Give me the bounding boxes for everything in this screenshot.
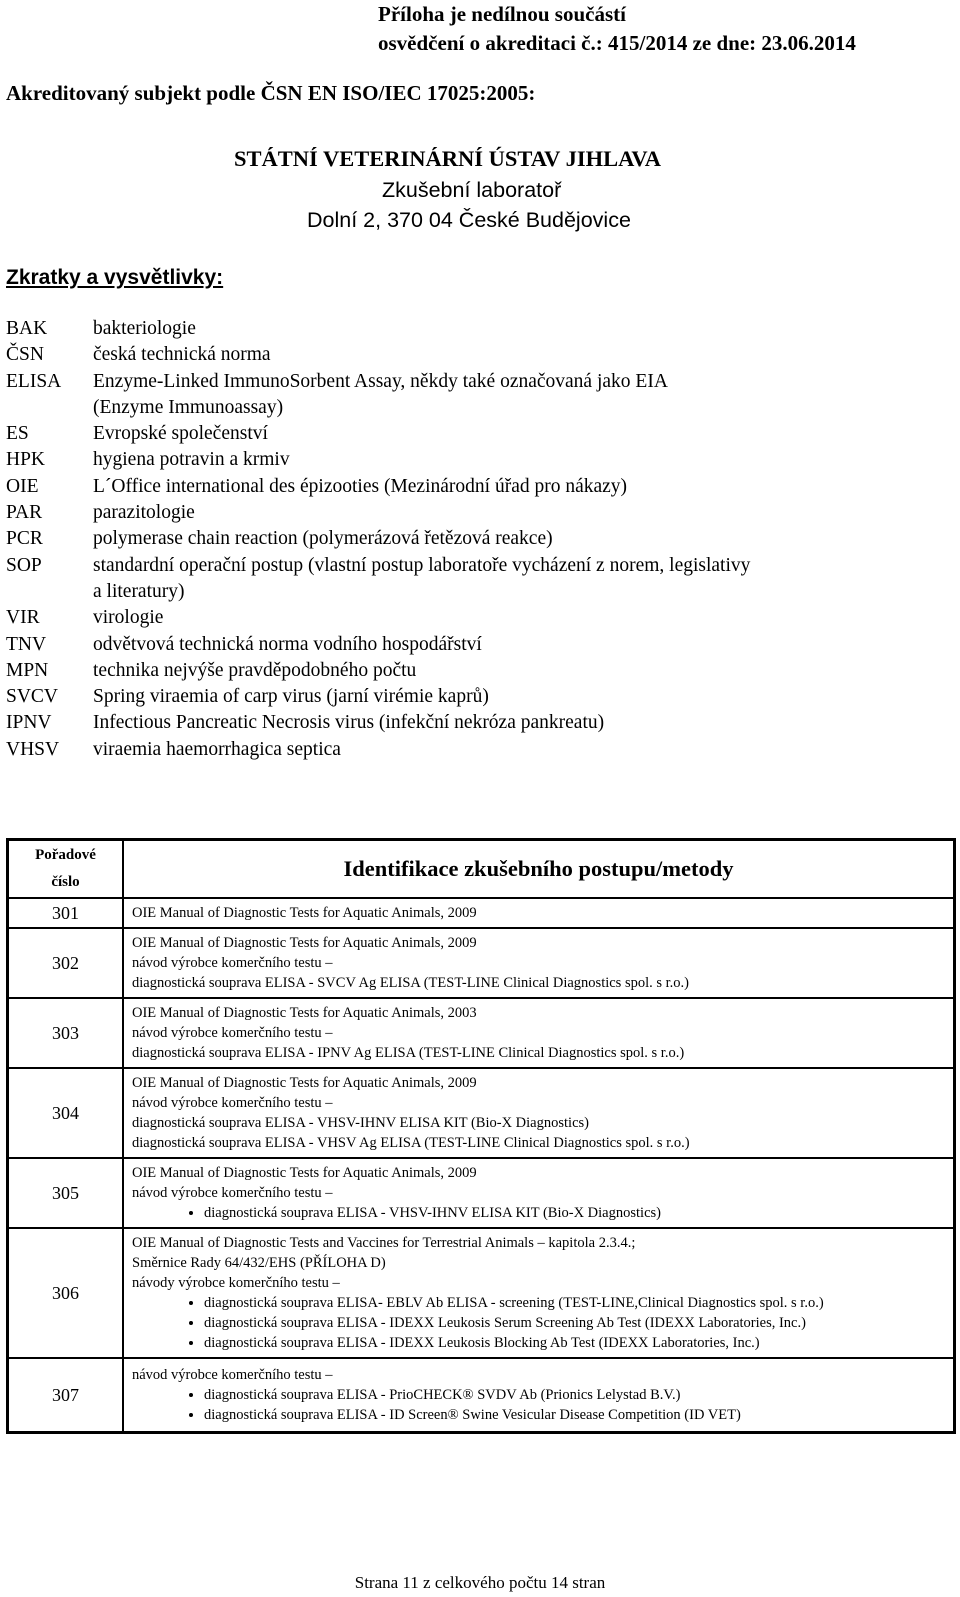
method-bullet-list	[132, 1203, 945, 1223]
method-line: návod výrobce komerčního testu –	[132, 1185, 333, 1201]
abbreviation-code: HPK	[6, 449, 46, 471]
method-line: diagnostická souprava ELISA - VHSV-IHNV ELISA KIT (Bio-X Diagnostics)	[132, 1115, 589, 1131]
abbreviation-definition	[93, 500, 946, 526]
abbreviation-row	[6, 605, 946, 631]
abbreviations-title: Zkratky a vysvětlivky:	[6, 266, 224, 289]
abbreviation-definition	[93, 342, 946, 368]
abbreviation-definition-line: virologie	[93, 607, 164, 629]
abbreviation-definition-line: česká technická norma	[93, 344, 271, 366]
abbreviation-code: PCR	[6, 528, 43, 550]
abbreviations-list	[6, 316, 946, 763]
abbreviation-row	[6, 316, 946, 342]
method-bullet-item: • diagnostická souprava ELISA - IDEXX Leukosis Serum Screening Ab Test (IDEXX Laboratories, Inc.)	[204, 1313, 945, 1333]
abbreviation-definition-line: parazitologie	[93, 502, 195, 524]
method-line: OIE Manual of Diagnostic Tests for Aquatic Animals, 2009	[132, 1075, 477, 1091]
abbreviation-definition	[93, 526, 946, 552]
row-number: 305	[8, 1158, 123, 1228]
method-line: diagnostická souprava ELISA - IPNV Ag ELISA (TEST-LINE Clinical Diagnostics spol. s r.o.)	[132, 1045, 685, 1061]
abbreviation-definition-line: (Enzyme Immunoassay)	[93, 396, 284, 418]
page-footer: Strana 11 z celkového počtu 14 stran	[354, 1573, 606, 1592]
abbreviation-definition	[93, 684, 946, 710]
method-bullet-list	[132, 1385, 945, 1425]
abbreviation-code: SOP	[6, 554, 42, 576]
row-method	[123, 1358, 954, 1432]
method-bullet-item: • diagnostická souprava ELISA - ID Screen® Swine Vesicular Disease Competition (ID VET)	[204, 1405, 945, 1425]
row-number: 306	[8, 1228, 123, 1358]
row-method	[123, 1068, 954, 1158]
abbreviation-code: ES	[6, 423, 29, 445]
abbreviation-definition	[93, 737, 946, 763]
row-method	[123, 998, 954, 1068]
method-bullet-item: • diagnostická souprava ELISA - VHSV-IHNV ELISA KIT (Bio-X Diagnostics)	[204, 1203, 945, 1223]
abbreviation-code: VIR	[6, 607, 40, 629]
attachment-note	[378, 0, 856, 58]
abbreviation-definition-line: odvětvová technická norma vodního hospodářství	[93, 633, 482, 655]
abbreviation-code: OIE	[6, 475, 39, 497]
table-row	[8, 1358, 954, 1432]
row-method	[123, 928, 954, 998]
abbreviation-definition	[93, 632, 946, 658]
abbreviation-code: ELISA	[6, 370, 62, 392]
abbreviation-definition-line: Evropské společenství	[93, 423, 268, 445]
method-line: diagnostická souprava ELISA - VHSV Ag ELISA (TEST-LINE Clinical Diagnostics spol. s r.o.)	[132, 1135, 690, 1151]
accredited-subject-heading: Akreditovaný subjekt podle ČSN EN ISO/IEC 17025:2005:	[6, 81, 536, 105]
abbreviation-row	[6, 710, 946, 736]
method-line: Směrnice Rady 64/432/EHS (PŘÍLOHA D)	[132, 1255, 386, 1271]
abbreviation-definition-line: Spring viraemia of carp virus (jarní virémie kaprů)	[93, 686, 489, 708]
abbreviation-definition-line: L´Office international des épizooties (Mezinárodní úřad pro nákazy)	[93, 475, 628, 497]
abbreviation-row	[6, 632, 946, 658]
abbreviation-row	[6, 342, 946, 368]
abbreviation-code: VHSV	[6, 738, 60, 760]
abbreviation-row	[6, 553, 946, 606]
row-number: 307	[8, 1358, 123, 1432]
abbreviation-definition-line: hygiena potravin a krmiv	[93, 449, 290, 471]
abbreviation-row	[6, 369, 946, 422]
method-line: návody výrobce komerčního testu –	[132, 1275, 340, 1291]
method-bullet-item: • diagnostická souprava ELISA - PrioCHECK® SVDV Ab (Prionics Lelystad B.V.)	[204, 1385, 945, 1405]
abbreviation-code: PAR	[6, 502, 43, 524]
header-order-number-line2: číslo	[51, 874, 80, 890]
abbreviation-row	[6, 474, 946, 500]
row-number: 303	[8, 998, 123, 1068]
row-number: 302	[8, 928, 123, 998]
abbreviation-definition-line: Enzyme-Linked ImmunoSorbent Assay, někdy také označovaná jako EIA	[93, 370, 668, 392]
abbreviation-definition	[93, 710, 946, 736]
method-line: návod výrobce komerčního testu –	[132, 1095, 333, 1111]
attachment-note-line2: osvědčení o akreditaci č.: 415/2014 ze dne: 23.06.2014	[378, 31, 856, 55]
abbreviation-definition	[93, 658, 946, 684]
laboratory-address: Dolní 2, 370 04 České Budějovice	[307, 208, 631, 232]
row-number: 304	[8, 1068, 123, 1158]
method-line: OIE Manual of Diagnostic Tests for Aquatic Animals, 2009	[132, 905, 477, 921]
method-line: návod výrobce komerčního testu –	[132, 955, 333, 971]
abbreviation-definition-line: technika nejvýše pravděpodobného počtu	[93, 659, 417, 681]
method-line: OIE Manual of Diagnostic Tests for Aquatic Animals, 2003	[132, 1005, 477, 1021]
abbreviation-row	[6, 526, 946, 552]
header-order-number-line1: Pořadové	[35, 847, 96, 863]
abbreviation-definition	[93, 369, 946, 422]
method-bullet-item: • diagnostická souprava ELISA- EBLV Ab ELISA - screening (TEST-LINE,Clinical Diagnostics spol. s r.o.)	[204, 1293, 945, 1313]
abbreviation-definition-line: Infectious Pancreatic Necrosis virus (infekční nekróza pankreatu)	[93, 712, 605, 734]
row-method	[123, 1228, 954, 1358]
method-line: návod výrobce komerčního testu –	[132, 1025, 333, 1041]
abbreviation-row	[6, 658, 946, 684]
abbreviation-definition-line: bakteriologie	[93, 318, 196, 339]
abbreviation-row	[6, 447, 946, 473]
abbreviation-definition	[93, 447, 946, 473]
abbreviation-code: SVCV	[6, 686, 59, 708]
abbreviation-definition-line: viraemia haemorrhagica septica	[93, 738, 341, 760]
table-row	[8, 1228, 954, 1358]
attachment-note-line1: Příloha je nedílnou součástí	[378, 2, 626, 26]
table-row	[8, 998, 954, 1068]
table-row	[8, 928, 954, 998]
abbreviation-definition	[93, 474, 946, 500]
abbreviation-code: TNV	[6, 633, 47, 655]
abbreviation-definition-line: a literatury)	[93, 580, 185, 602]
abbreviation-code: IPNV	[6, 712, 52, 734]
abbreviation-row	[6, 421, 946, 447]
method-line: diagnostická souprava ELISA - SVCV Ag ELISA (TEST-LINE Clinical Diagnostics spol. s r.o.)	[132, 975, 689, 991]
method-line: OIE Manual of Diagnostic Tests for Aquatic Animals, 2009	[132, 1165, 477, 1181]
header-order-number	[8, 840, 123, 898]
abbreviation-definition	[93, 421, 946, 447]
method-line: OIE Manual of Diagnostic Tests for Aquatic Animals, 2009	[132, 935, 477, 951]
abbreviation-definition	[93, 553, 946, 606]
table-row	[8, 1158, 954, 1228]
abbreviation-definition-line: polymerase chain reaction (polymerázová řetězová reakce)	[93, 528, 553, 550]
table-row	[8, 898, 954, 928]
row-method	[123, 898, 954, 928]
abbreviation-code: MPN	[6, 659, 49, 681]
table-header-row	[8, 840, 954, 898]
abbreviation-row	[6, 737, 946, 763]
organization-name: STÁTNÍ VETERINÁRNÍ ÚSTAV JIHLAVA	[234, 146, 662, 171]
laboratory-name: Zkušební laboratoř	[382, 178, 562, 202]
method-line: návod výrobce komerčního testu –	[132, 1367, 333, 1383]
method-bullet-list	[132, 1293, 945, 1353]
header-method-identification: Identifikace zkušebního postupu/metody	[123, 840, 954, 898]
abbreviation-definition	[93, 316, 946, 342]
methods-table	[6, 838, 956, 1434]
abbreviation-code: ČSN	[6, 344, 44, 366]
method-bullet-item: • diagnostická souprava ELISA - IDEXX Leukosis Blocking Ab Test (IDEXX Laboratories, Inc.)	[204, 1333, 945, 1353]
abbreviation-definition	[93, 605, 946, 631]
abbreviation-code: BAK	[6, 318, 48, 339]
abbreviation-definition-line: standardní operační postup (vlastní postup laboratoře vycházení z norem, legislativy	[93, 554, 751, 576]
method-line: OIE Manual of Diagnostic Tests and Vaccines for Terrestrial Animals – kapitola 2.3.4.;	[132, 1235, 636, 1251]
abbreviation-row	[6, 684, 946, 710]
table-row	[8, 1068, 954, 1158]
abbreviation-row	[6, 500, 946, 526]
row-method	[123, 1158, 954, 1228]
row-number: 301	[8, 898, 123, 928]
